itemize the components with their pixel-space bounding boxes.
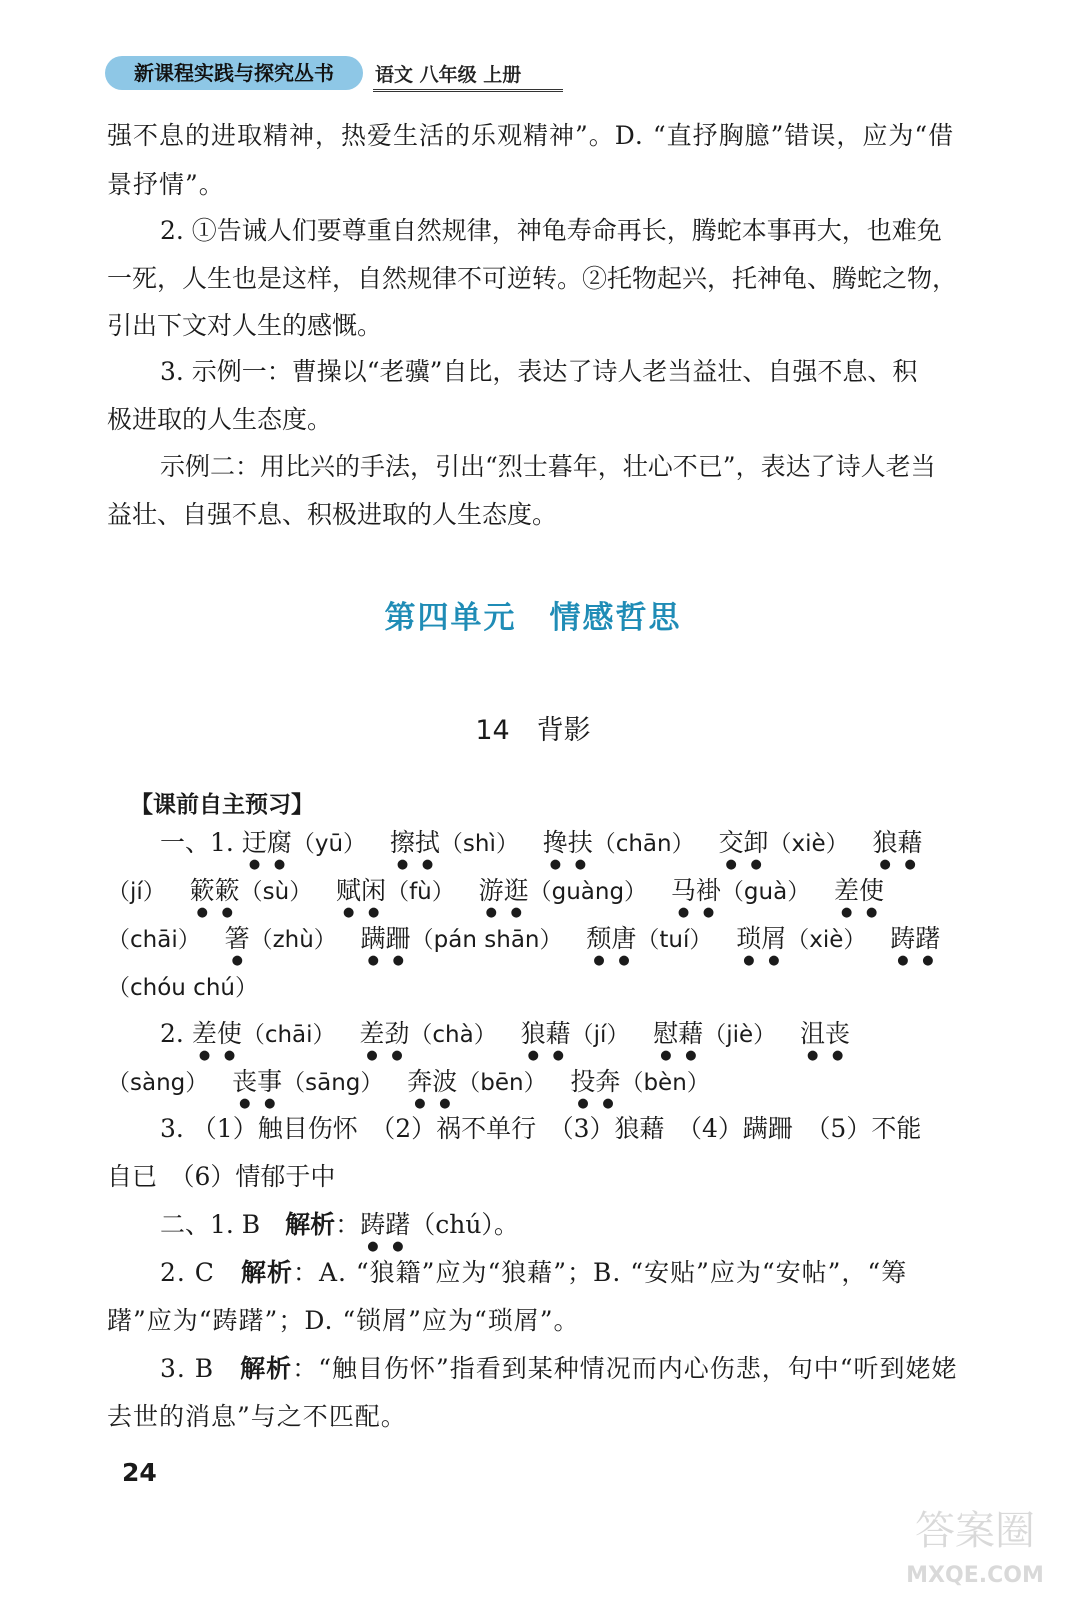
item-number: 二、1. B bbox=[160, 1210, 286, 1239]
answer-row bbox=[160, 1354, 1040, 1384]
answer-row bbox=[160, 1210, 1040, 1254]
vocab-word: 差劲 bbox=[359, 1019, 410, 1048]
answer-row bbox=[160, 1258, 1040, 1288]
vocab-word: 丧事 bbox=[232, 1067, 283, 1096]
analysis-label: 解析 bbox=[240, 1258, 293, 1287]
vocab-word: 擦拭 bbox=[389, 828, 440, 857]
item-number: 一、1. bbox=[160, 828, 234, 857]
page-number: 24 bbox=[122, 1458, 157, 1487]
answer-row: 自已 （6）情郁于中 bbox=[107, 1162, 336, 1191]
vocab-word: 簌簌 bbox=[189, 876, 240, 905]
pinyin: （chān） bbox=[592, 831, 695, 857]
vocab-word: 投奔 bbox=[570, 1067, 621, 1096]
item-number: 3. B bbox=[160, 1354, 241, 1383]
vocab-word: 慰藉 bbox=[653, 1019, 704, 1048]
text-span: （chú）。 bbox=[410, 1210, 519, 1239]
answer-row bbox=[160, 828, 1040, 872]
pinyin: （guàng） bbox=[528, 879, 648, 905]
vocab-word: 踌躇 bbox=[890, 924, 941, 953]
subject-label: 语文 八年级 上册 bbox=[375, 64, 522, 86]
vocab-word: 差使 bbox=[191, 1019, 242, 1048]
pinyin: （chāi） bbox=[241, 1022, 336, 1048]
text-line: 2. ①告诫人们要尊重自然规律，神龟寿命再长，腾蛇本事再大，也难免 bbox=[160, 216, 942, 245]
vocab-word: 马褂 bbox=[670, 876, 721, 905]
item-number: 2. bbox=[160, 1019, 184, 1048]
text-line: 益壮、自强不息、积极进取的人生态度。 bbox=[107, 500, 558, 529]
answer-row: 去世的消息”与之不匹配。 bbox=[107, 1402, 407, 1431]
text-line: 3. 示例一：曹操以“老骥”自比，表达了诗人老当益壮、自强不息、积 bbox=[160, 357, 918, 386]
pinyin: （xiè） bbox=[786, 927, 867, 953]
text-line: 极进取的人生态度。 bbox=[107, 405, 333, 434]
vocab-word: 蹒跚 bbox=[360, 924, 411, 953]
pinyin: （bèn） bbox=[620, 1070, 710, 1096]
pinyin: （jí） bbox=[107, 879, 166, 905]
text-span: ：A. “狼籍”应为“狼藉”；B. “安贴”应为“安帖”，“筹 bbox=[292, 1258, 908, 1287]
vocab-word: 颓唐 bbox=[586, 924, 637, 953]
text-span: ：“触目伤怀”指看到某种情况而内心伤悲，句中“听到姥姥 bbox=[292, 1354, 958, 1383]
unit-title: 第四单元 情感哲思 bbox=[384, 600, 682, 636]
answer-row bbox=[107, 876, 987, 920]
lesson-title: 14 背影 bbox=[475, 715, 591, 746]
answer-row bbox=[107, 1067, 987, 1111]
vocab-word: 箸 bbox=[224, 924, 250, 953]
vocab-word: 交卸 bbox=[718, 828, 769, 857]
pinyin: （bēn） bbox=[457, 1070, 547, 1096]
vocab-word: 踌躇 bbox=[360, 1210, 411, 1239]
vocab-word: 赋闲 bbox=[336, 876, 387, 905]
pinyin: （xiè） bbox=[768, 831, 849, 857]
vocab-word: 游逛 bbox=[478, 876, 529, 905]
vocab-word: 奔波 bbox=[407, 1067, 458, 1096]
pinyin: （chóu chú） bbox=[107, 975, 258, 1001]
pinyin: （sàng） bbox=[107, 1070, 209, 1096]
answer-row bbox=[160, 1019, 1040, 1063]
text-line: 景抒情”。 bbox=[107, 170, 225, 199]
series-title-badge: 新课程实践与探究丛书 bbox=[105, 56, 363, 90]
subject-underline bbox=[373, 89, 563, 92]
text-span: ： bbox=[335, 1210, 361, 1239]
pinyin: （sù） bbox=[239, 879, 313, 905]
vocab-word: 迂腐 bbox=[241, 828, 292, 857]
item-number: 2. C bbox=[160, 1258, 241, 1287]
watermark-logo-text: 答案圈 bbox=[915, 1508, 1035, 1554]
pinyin: （shì） bbox=[439, 831, 519, 857]
text-line: 示例二：用比兴的手法，引出“烈士暮年，壮心不已”，表达了诗人老当 bbox=[160, 452, 936, 481]
watermark-logo bbox=[900, 1492, 1050, 1592]
vocab-word: 差使 bbox=[834, 876, 885, 905]
pinyin: （pán shān） bbox=[410, 927, 563, 953]
pinyin: （jiè） bbox=[703, 1022, 777, 1048]
answer-row: 3. （1）触目伤怀 （2）祸不单行 （3）狼藉 （4）蹒跚 （5）不能 bbox=[160, 1114, 922, 1143]
vocab-word: 搀扶 bbox=[542, 828, 593, 857]
pinyin: （chāi） bbox=[107, 927, 201, 953]
text-line: 强不息的进取精神，热爱生活的乐观精神”。D. “直抒胸臆”错误，应为“借 bbox=[107, 121, 955, 150]
watermark-url: MXQE.COM bbox=[906, 1563, 1044, 1588]
section-heading: 【课前自主预习】 bbox=[130, 792, 314, 818]
answer-row bbox=[107, 972, 987, 1003]
pinyin: （sāng） bbox=[282, 1070, 384, 1096]
vocab-word: 沮丧 bbox=[800, 1019, 851, 1048]
pinyin: （chà） bbox=[409, 1022, 497, 1048]
text-line: 引出下文对人生的感慨。 bbox=[107, 311, 383, 340]
text-line: 一死，人生也是这样，自然规律不可逆转。②托物起兴，托神龟、腾蛇之物， bbox=[107, 264, 958, 293]
pinyin: （guà） bbox=[720, 879, 811, 905]
answer-row: 躇”应为“踌躇”；D. “锁屑”应为“琐屑”。 bbox=[107, 1306, 580, 1335]
vocab-word: 狼藉 bbox=[872, 828, 923, 857]
analysis-label: 解析 bbox=[240, 1354, 293, 1383]
vocab-word: 琐屑 bbox=[736, 924, 787, 953]
pinyin: （fù） bbox=[386, 879, 455, 905]
pinyin: （yū） bbox=[291, 831, 367, 857]
pinyin: （jí） bbox=[570, 1022, 630, 1048]
answer-row bbox=[107, 924, 987, 968]
vocab-word: 狼藉 bbox=[520, 1019, 571, 1048]
pinyin: （tuí） bbox=[636, 927, 713, 953]
pinyin: （zhù） bbox=[249, 927, 337, 953]
analysis-label: 解析 bbox=[285, 1210, 336, 1239]
